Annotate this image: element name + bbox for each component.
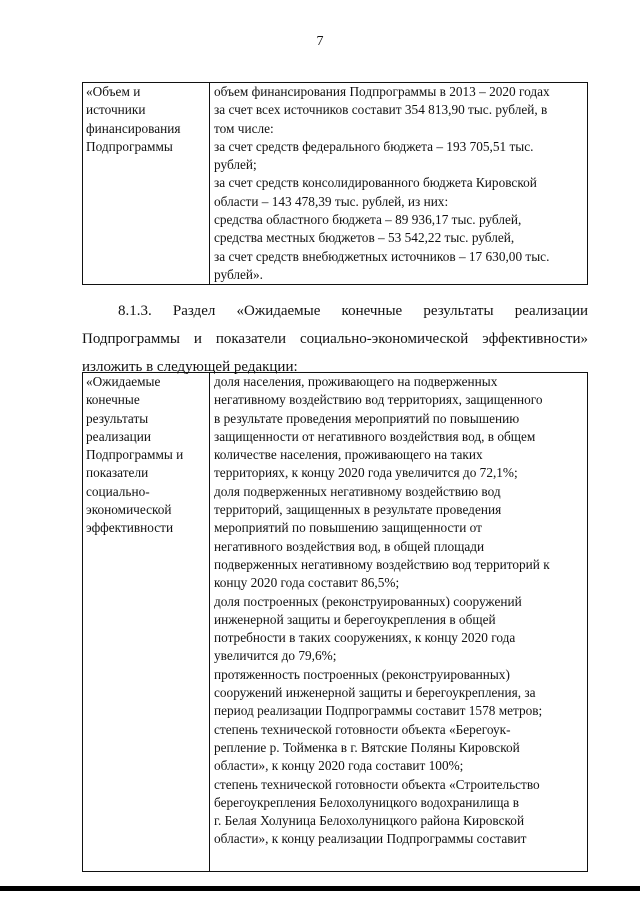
label-line: конечные: [86, 392, 140, 408]
text-line: за счет средств внебюджетных источников – 17 630,00 тыс.: [214, 248, 550, 264]
label-line: эффективности: [86, 520, 174, 536]
text-line: рублей».: [214, 266, 264, 282]
text-line: территориях, к концу 2020 года увеличится до 72,1%;: [214, 465, 518, 481]
label-line: социально-: [86, 483, 150, 499]
text-line: территорий, защищенных в результате проведения: [214, 502, 502, 518]
text-line: протяженность построенных (реконструированных): [214, 666, 510, 682]
financing-text-cell: [210, 83, 588, 285]
text-line: берегоукрепления Белохолуницкого водохранилища в: [214, 794, 520, 810]
table-row: [83, 83, 588, 285]
text-line: период реализации Подпрограммы составит 1578 метров;: [214, 703, 543, 719]
text-line: том числе:: [214, 120, 274, 136]
text-line: подверженных негативному воздействию вод территорий к: [214, 556, 550, 572]
page-bottom-rule: [0, 886, 640, 891]
text-line: степень технической готовности объекта «Берегоук-: [214, 721, 511, 737]
results-text-cell: [210, 373, 588, 872]
paragraph-line: 8.1.3. Раздел «Ожидаемые конечные результаты реализации: [118, 303, 588, 319]
paragraph-line: изложить в следующей редакции:: [82, 359, 298, 375]
text-line: концу 2020 года составит 86,5%;: [214, 575, 400, 591]
label-line: «Объем и: [86, 84, 141, 99]
text-line: потребности в таких сооружениях, к концу 2020 года: [214, 630, 516, 646]
financing-label-cell: [83, 83, 210, 285]
text-line: репление р. Тойменка в г. Вятские Поляны Кировской: [214, 739, 520, 755]
text-line: негативному воздействию вод территориях, защищенного: [214, 392, 543, 408]
text-line: количестве населения, проживающего на таких: [214, 447, 483, 463]
text-line: за счет всех источников составит 354 813,90 тыс. рублей, в: [214, 102, 548, 118]
text-line: г. Белая Холуница Белохолуницкого района Кировской: [214, 813, 525, 829]
text-line: объем финансирования Подпрограммы в 2013 – 2020 годах: [214, 84, 550, 99]
label-line: реализации: [86, 428, 151, 444]
page-number: 7: [316, 34, 324, 49]
label-line: Подпрограммы: [86, 138, 173, 154]
text-line: инженерной защиты и берегоукрепления в общей: [214, 611, 496, 627]
label-line: Подпрограммы и: [86, 447, 184, 463]
text-line: негативного воздействия вод, в общей площади: [214, 538, 485, 554]
text-line: области», к концу 2020 года составит 100%;: [214, 758, 464, 774]
label-line: «Ожидаемые: [86, 374, 161, 389]
text-line: увеличится до 79,6%;: [214, 648, 337, 664]
text-line: степень технической готовности объекта «Строительство: [214, 776, 540, 792]
label-line: экономической: [86, 502, 172, 518]
text-line: доля построенных (реконструированных) сооружений: [214, 593, 522, 609]
text-line: сооружений инженерной защиты и берегоукрепления, за: [214, 685, 536, 701]
text-line: средства местных бюджетов – 53 542,22 тыс. рублей,: [214, 230, 515, 246]
text-line: мероприятий по повышению защищенности от: [214, 520, 482, 536]
amendment-paragraph: [82, 297, 588, 381]
results-label-cell: [83, 373, 210, 872]
text-line: области», к концу реализации Подпрограммы составит: [214, 831, 527, 847]
text-line: рублей;: [214, 157, 257, 173]
text-line: области – 143 478,39 тыс. рублей, из них:: [214, 193, 449, 209]
table-row: [83, 373, 588, 872]
text-line: доля подверженных негативному воздействию вод: [214, 483, 501, 499]
paragraph-line: Подпрограммы и показатели социально-экономической эффективности»: [82, 331, 588, 347]
text-line: защищенности от негативного воздействия вод, в общем: [214, 428, 536, 444]
text-line: в результате проведения мероприятий по повышению: [214, 410, 520, 426]
text-line: средства областного бюджета – 89 936,17 тыс. рублей,: [214, 212, 522, 228]
label-line: источники: [86, 102, 146, 118]
results-table: [82, 372, 588, 872]
text-line: за счет средств консолидированного бюджета Кировской: [214, 175, 537, 191]
label-line: финансирования: [86, 120, 181, 136]
financing-table: [82, 82, 588, 285]
label-line: показатели: [86, 465, 149, 481]
text-line: доля населения, проживающего на подверженных: [214, 374, 498, 389]
label-line: результаты: [86, 410, 149, 426]
text-line: за счет средств федерального бюджета – 193 705,51 тыс.: [214, 138, 534, 154]
